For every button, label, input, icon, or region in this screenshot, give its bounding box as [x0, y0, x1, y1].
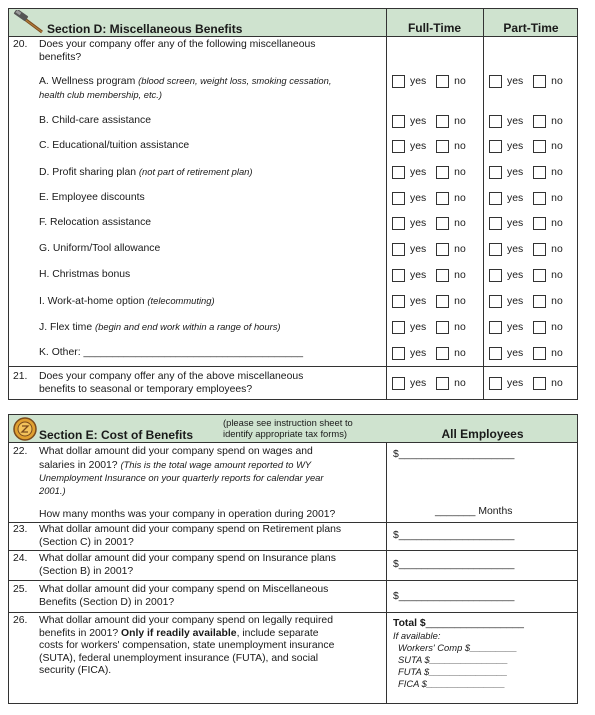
yes-label: yes	[507, 141, 524, 152]
item-10-full-time-yes-checkbox[interactable]	[392, 347, 405, 360]
benefit-item	[39, 269, 384, 282]
row-divider	[9, 366, 577, 367]
item-0-full-time-no-checkbox[interactable]	[436, 75, 449, 88]
section-e	[8, 414, 578, 704]
item-8-full-time-options	[392, 295, 466, 308]
item-4-part-time-options	[489, 192, 563, 205]
tax-forms-note: (please see instruction sheet to identify appropriate tax forms)	[223, 417, 353, 439]
question-number: 21.	[13, 371, 28, 382]
yes-label: yes	[507, 378, 524, 389]
item-6-full-time-no-checkbox[interactable]	[436, 243, 449, 256]
no-label: no	[454, 296, 466, 307]
benefit-item-note: (blood screen, weight loss, smoking cessation,	[138, 75, 332, 86]
yes-label: yes	[410, 116, 427, 127]
yes-label: yes	[410, 322, 427, 333]
item-5-full-time-yes-checkbox[interactable]	[392, 217, 405, 230]
item-2-part-time-options	[489, 140, 563, 153]
money-coin-icon	[12, 416, 38, 445]
item-6-full-time-options	[392, 243, 466, 256]
benefit-item	[39, 347, 384, 360]
no-label: no	[454, 378, 466, 389]
column-divider	[483, 9, 484, 399]
no-label: no	[454, 218, 466, 229]
months-field[interactable]: _______ Months	[435, 506, 513, 517]
yes-label: yes	[507, 167, 524, 178]
question-number: 22.	[13, 446, 28, 457]
yes-label: yes	[410, 193, 427, 204]
misc-benefits-amount-field[interactable]: $____________________	[393, 591, 515, 602]
item-2-part-time-no-checkbox[interactable]	[533, 140, 546, 153]
yes-label: yes	[410, 244, 427, 255]
benefit-item-note: (telecommuting)	[147, 295, 215, 306]
question-21-part-time-no-checkbox[interactable]	[533, 377, 546, 390]
benefit-item-label: B. Child-care assistance	[39, 115, 152, 126]
yes-label: yes	[507, 270, 524, 281]
item-2-part-time-yes-checkbox[interactable]	[489, 140, 502, 153]
item-6-part-time-no-checkbox[interactable]	[533, 243, 546, 256]
no-label: no	[454, 322, 466, 333]
item-3-full-time-options	[392, 166, 466, 179]
item-5-part-time-yes-checkbox[interactable]	[489, 217, 502, 230]
no-label: no	[454, 141, 466, 152]
item-9-full-time-no-checkbox[interactable]	[436, 321, 449, 334]
question-21-full-time-no-checkbox[interactable]	[436, 377, 449, 390]
section-e-header	[9, 415, 577, 443]
legal-benefits-fields	[393, 618, 524, 690]
section-d-title: Section D: Miscellaneous Benefits	[47, 22, 243, 36]
item-9-part-time-no-checkbox[interactable]	[533, 321, 546, 334]
item-6-part-time-options	[489, 243, 563, 256]
item-10-part-time-options	[489, 347, 563, 360]
item-10-part-time-no-checkbox[interactable]	[533, 347, 546, 360]
no-label: no	[551, 193, 563, 204]
no-label: no	[551, 322, 563, 333]
yes-label: yes	[507, 116, 524, 127]
fica-field[interactable]: FICA $_______________	[398, 678, 506, 689]
item-4-full-time-no-checkbox[interactable]	[436, 192, 449, 205]
question-25-text: What dollar amount did your company spend on Miscellaneous Benefits (Section D) in 2001?	[39, 584, 329, 608]
question-20-text: Does your company offer any of the following miscellaneous benefits?	[39, 39, 316, 63]
total-label: Total $	[393, 618, 426, 629]
benefit-item	[39, 166, 384, 180]
benefit-item	[39, 321, 384, 335]
yes-label: yes	[410, 296, 427, 307]
item-2-full-time-options	[392, 140, 466, 153]
no-label: no	[454, 244, 466, 255]
question-number: 23.	[13, 524, 28, 535]
benefit-item-note: health club membership, etc.)	[39, 88, 162, 100]
retirement-amount-field[interactable]: $____________________	[393, 530, 515, 541]
section-d-header	[9, 9, 577, 37]
question-22-text: What dollar amount did your company spend on wages and salaries in 2001? (This is the total wage amount reported to WY Unemployment Insurance on your quarterly reports for calendar year 2001.)	[39, 446, 324, 496]
item-0-full-time-yes-checkbox[interactable]	[392, 75, 405, 88]
benefit-item-label: F. Relocation assistance	[39, 217, 152, 228]
yes-label: yes	[507, 244, 524, 255]
item-6-full-time-yes-checkbox[interactable]	[392, 243, 405, 256]
futa-field[interactable]: FUTA $_______________	[398, 666, 508, 677]
question-21-full-time-options	[392, 377, 466, 390]
question-number: 26.	[13, 615, 28, 626]
yes-label: yes	[507, 76, 524, 87]
yes-label: yes	[507, 193, 524, 204]
item-4-full-time-options	[392, 192, 466, 205]
item-5-part-time-options	[489, 217, 563, 230]
months-question: How many months was your company in operation during 2001?	[39, 509, 336, 520]
item-4-part-time-no-checkbox[interactable]	[533, 192, 546, 205]
section-d	[8, 8, 578, 400]
wages-amount-field[interactable]: $____________________	[393, 449, 515, 460]
no-label: no	[551, 244, 563, 255]
no-label: no	[551, 296, 563, 307]
column-divider	[386, 443, 387, 703]
item-8-full-time-no-checkbox[interactable]	[436, 295, 449, 308]
benefit-item-note: (not part of retirement plan)	[138, 166, 253, 177]
yes-label: yes	[410, 348, 427, 359]
item-10-full-time-options	[392, 347, 466, 360]
all-employees-header: All Employees	[441, 427, 524, 441]
item-4-full-time-yes-checkbox[interactable]	[392, 192, 405, 205]
item-7-full-time-yes-checkbox[interactable]	[392, 269, 405, 282]
no-label: no	[551, 270, 563, 281]
no-label: no	[454, 348, 466, 359]
item-1-part-time-yes-checkbox[interactable]	[489, 115, 502, 128]
yes-label: yes	[410, 218, 427, 229]
benefit-item-label: C. Educational/tuition assistance	[39, 140, 190, 151]
benefit-item	[39, 217, 384, 230]
item-7-part-time-yes-checkbox[interactable]	[489, 269, 502, 282]
no-label: no	[551, 348, 563, 359]
no-label: no	[551, 141, 563, 152]
item-5-part-time-no-checkbox[interactable]	[533, 217, 546, 230]
total-field[interactable]: _________________	[425, 618, 524, 629]
item-1-full-time-options	[392, 115, 466, 128]
item-9-part-time-options	[489, 321, 563, 334]
yes-label: yes	[507, 296, 524, 307]
hammer-icon	[12, 10, 46, 39]
yes-label: yes	[507, 218, 524, 229]
item-3-part-time-options	[489, 166, 563, 179]
question-21-text: Does your company offer any of the above miscellaneous benefits to seasonal or temporary employees?	[39, 371, 304, 395]
section-e-title: Section E: Cost of Benefits	[39, 428, 194, 442]
yes-label: yes	[507, 322, 524, 333]
question-number: 25.	[13, 584, 28, 595]
item-1-full-time-no-checkbox[interactable]	[436, 115, 449, 128]
yes-label: yes	[410, 270, 427, 281]
item-9-full-time-options	[392, 321, 466, 334]
part-time-header: Part-Time	[503, 21, 559, 35]
question-23-text: What dollar amount did your company spend on Retirement plans (Section C) in 2001?	[39, 524, 342, 548]
item-0-part-time-options	[489, 75, 563, 88]
benefit-item-label: K. Other: ______________________________________	[39, 347, 304, 358]
benefit-item-label: A. Wellness program	[39, 76, 136, 87]
benefit-item-label: G. Uniform/Tool allowance	[39, 243, 161, 254]
benefit-item	[39, 140, 384, 153]
yes-label: yes	[410, 167, 427, 178]
item-3-part-time-no-checkbox[interactable]	[533, 166, 546, 179]
question-26-text: What dollar amount did your company spend on legally required benefits in 2001? Only if readily available, include separate costs for workers' compensation, state unemployment insurance (SUTA), federal unemployment insurance (FUTA), and social security (FICA).	[39, 615, 335, 676]
no-label: no	[551, 76, 563, 87]
item-5-full-time-options	[392, 217, 466, 230]
item-7-full-time-options	[392, 269, 466, 282]
item-3-part-time-yes-checkbox[interactable]	[489, 166, 502, 179]
item-9-full-time-yes-checkbox[interactable]	[392, 321, 405, 334]
question-24-text: What dollar amount did your company spend on Insurance plans (Section B) in 2001?	[39, 553, 336, 577]
benefit-item-label: H. Christmas bonus	[39, 269, 131, 280]
yes-label: yes	[410, 76, 427, 87]
suta-field[interactable]: SUTA $_______________	[398, 654, 508, 665]
no-label: no	[551, 167, 563, 178]
item-3-full-time-no-checkbox[interactable]	[436, 166, 449, 179]
benefit-item	[39, 295, 384, 309]
row-divider	[9, 612, 577, 613]
item-2-full-time-no-checkbox[interactable]	[436, 140, 449, 153]
item-0-full-time-options	[392, 75, 466, 88]
benefit-item-label: D. Profit sharing plan	[39, 167, 137, 178]
item-7-part-time-options	[489, 269, 563, 282]
workers-comp-field[interactable]: Workers' Comp $_________	[398, 642, 518, 653]
question-21-part-time-options	[489, 377, 563, 390]
no-label: no	[551, 116, 563, 127]
if-available-label: If available:	[393, 630, 441, 641]
yes-label: yes	[410, 378, 427, 389]
item-0-part-time-yes-checkbox[interactable]	[489, 75, 502, 88]
item-7-part-time-no-checkbox[interactable]	[533, 269, 546, 282]
benefit-item-label: I. Work-at-home option	[39, 296, 145, 307]
item-10-full-time-no-checkbox[interactable]	[436, 347, 449, 360]
item-9-part-time-yes-checkbox[interactable]	[489, 321, 502, 334]
item-1-part-time-no-checkbox[interactable]	[533, 115, 546, 128]
row-divider	[9, 580, 577, 581]
item-4-part-time-yes-checkbox[interactable]	[489, 192, 502, 205]
yes-label: yes	[507, 348, 524, 359]
item-7-full-time-no-checkbox[interactable]	[436, 269, 449, 282]
question-number: 24.	[13, 553, 28, 564]
insurance-amount-field[interactable]: $____________________	[393, 559, 515, 570]
item-1-full-time-yes-checkbox[interactable]	[392, 115, 405, 128]
no-label: no	[551, 218, 563, 229]
item-8-part-time-no-checkbox[interactable]	[533, 295, 546, 308]
item-8-full-time-yes-checkbox[interactable]	[392, 295, 405, 308]
no-label: no	[454, 193, 466, 204]
no-label: no	[454, 76, 466, 87]
question-number: 20.	[13, 39, 28, 50]
item-8-part-time-options	[489, 295, 563, 308]
item-8-part-time-yes-checkbox[interactable]	[489, 295, 502, 308]
yes-label: yes	[410, 141, 427, 152]
item-10-part-time-yes-checkbox[interactable]	[489, 347, 502, 360]
benefit-item-note: (begin and end work within a range of hours)	[95, 321, 281, 332]
no-label: no	[454, 167, 466, 178]
no-label: no	[454, 270, 466, 281]
benefit-item	[39, 115, 384, 128]
benefit-item-label: J. Flex time	[39, 322, 93, 333]
benefit-item	[39, 243, 384, 256]
row-divider	[9, 550, 577, 551]
item-6-part-time-yes-checkbox[interactable]	[489, 243, 502, 256]
item-3-full-time-yes-checkbox[interactable]	[392, 166, 405, 179]
item-2-full-time-yes-checkbox[interactable]	[392, 140, 405, 153]
item-1-part-time-options	[489, 115, 563, 128]
item-5-full-time-no-checkbox[interactable]	[436, 217, 449, 230]
row-divider	[9, 522, 577, 523]
item-0-part-time-no-checkbox[interactable]	[533, 75, 546, 88]
benefit-item	[39, 75, 384, 101]
full-time-header: Full-Time	[407, 21, 462, 35]
benefit-item	[39, 192, 384, 205]
no-label: no	[454, 116, 466, 127]
no-label: no	[551, 378, 563, 389]
question-21-part-time-yes-checkbox[interactable]	[489, 377, 502, 390]
question-21-full-time-yes-checkbox[interactable]	[392, 377, 405, 390]
benefit-item-label: E. Employee discounts	[39, 192, 145, 203]
column-divider	[386, 9, 387, 399]
